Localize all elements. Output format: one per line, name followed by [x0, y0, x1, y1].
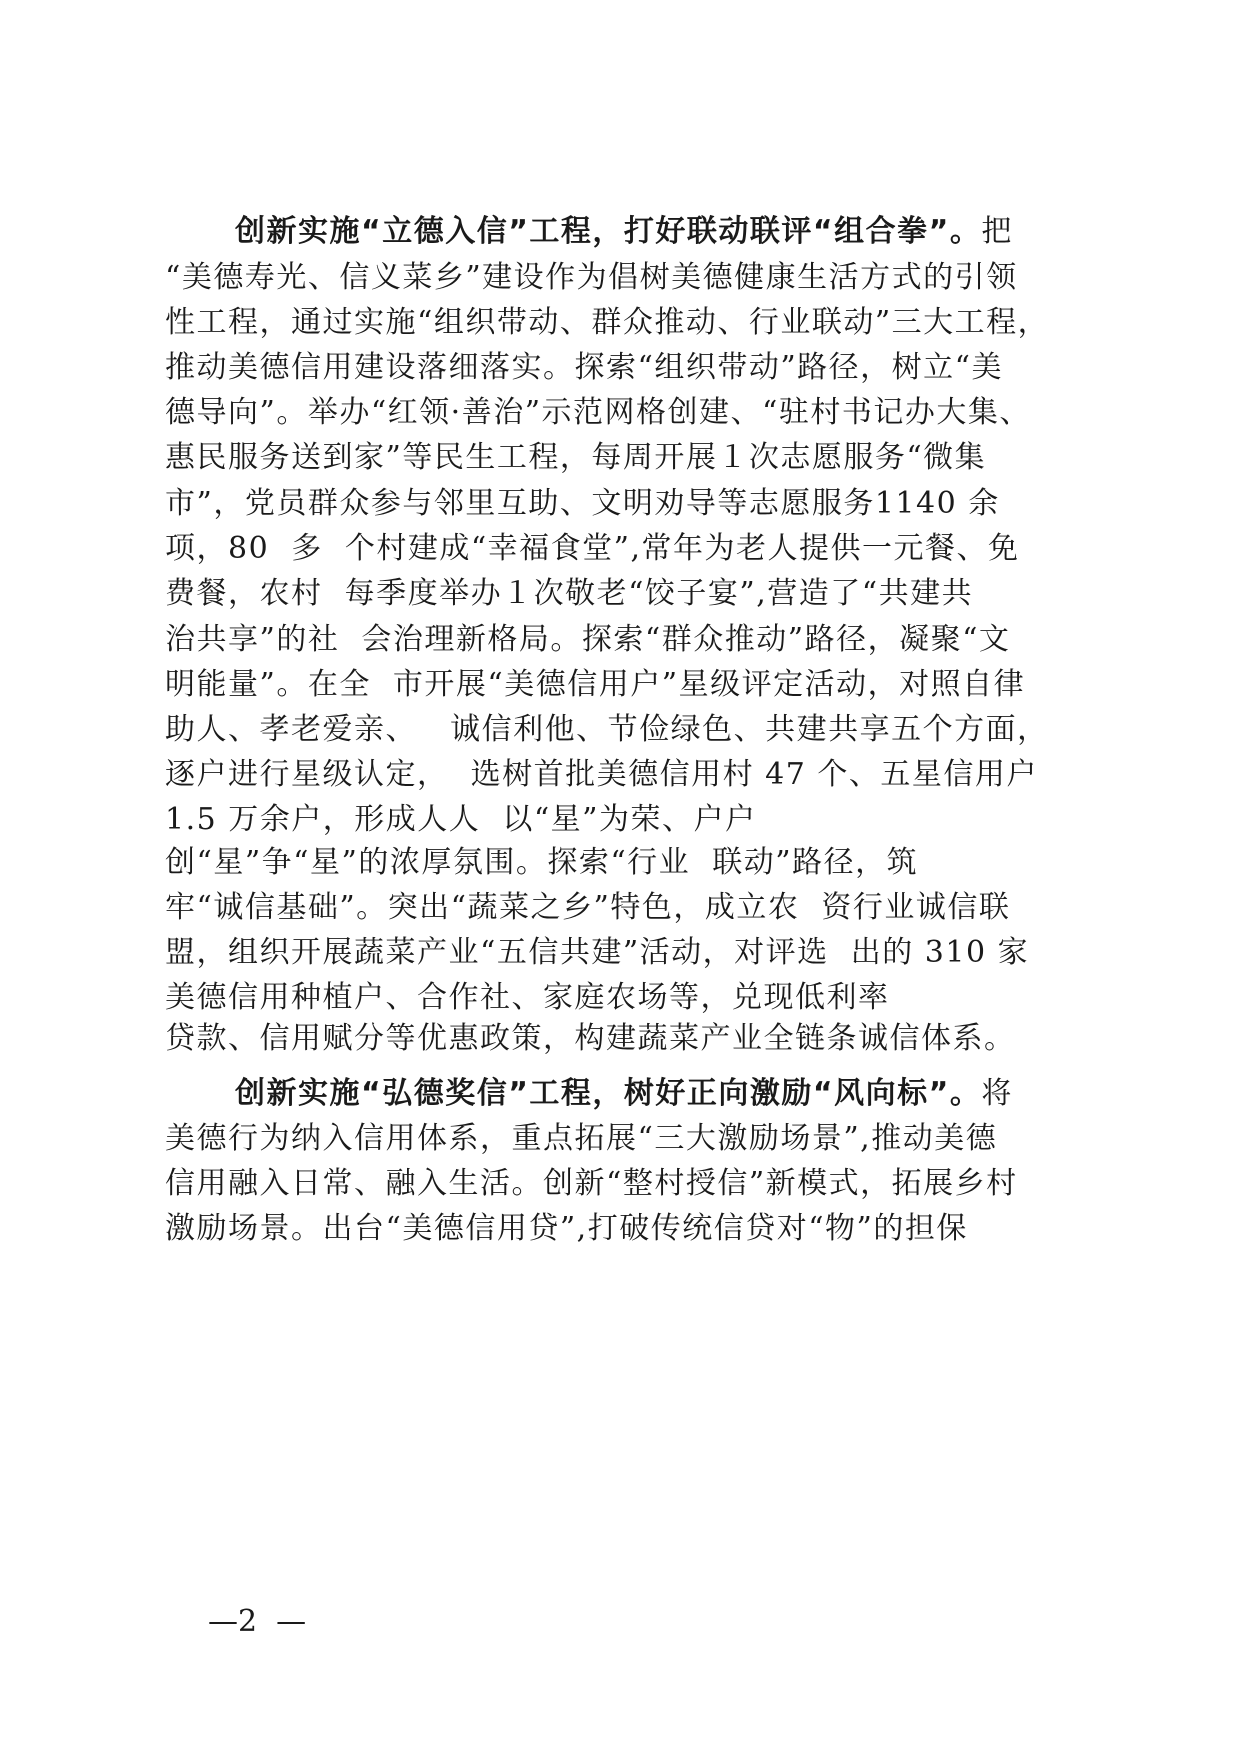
paragraph-1-line-13: 1.5 万余户，形成人人 以“星”为荣、户户	[165, 802, 757, 837]
paragraph-2-first-line	[235, 1074, 1013, 1114]
paragraph-1-line-15: 牢“诚信基础”。突出“蔬菜之乡”特色，成立农 资行业诚信联	[165, 890, 1011, 925]
paragraph-1-line-12: 逐户进行星级认定， 选树首批美德信用村 47 个、五星信用户	[165, 757, 1038, 792]
page-number: —2 —	[208, 1604, 307, 1639]
paragraph-2-line-1: 美德行为纳入信用体系，重点拓展“三大激励场景”,推动美德	[165, 1121, 998, 1156]
paragraph-1-line-8: 费餐，农村 每季度举办１次敬老“饺子宴”,营造了“共建共	[165, 576, 974, 611]
paragraph-1-line-18: 贷款、信用赋分等优惠政策，构建蔬菜产业全链条诚信体系。	[165, 1021, 1016, 1056]
paragraph-2-line-3: 激励场景。出台“美德信用贷”,打破传统信贷对“物”的担保	[165, 1211, 968, 1246]
paragraph-1-line-10: 明能量”。在全 市开展“美德信用户”星级评定活动，对照自律	[165, 667, 1026, 702]
paragraph-1-line-0: 把	[981, 214, 1013, 249]
paragraph-1-line-16: 盟，组织开展蔬菜产业“五信共建”活动，对评选 出的 310 家	[165, 935, 1030, 970]
paragraph-1-line-3: 推动美德信用建设落细落实。探索“组织带动”路径，树立“美	[165, 350, 1004, 385]
paragraph-1-line-5: 惠民服务送到家”等民生工程，每周开展１次志愿服务“微集	[165, 440, 987, 475]
paragraph-1-line-2: 性工程，通过实施“组织带动、群众推动、行业联动”三大工程，	[165, 305, 1050, 340]
paragraph-1-line-7: 项，80 多 个村建成“幸福食堂”,常年为老人提供一元餐、免	[165, 531, 1020, 566]
paragraph-1-line-9: 治共享”的社 会治理新格局。探索“群众推动”路径，凝聚“文	[165, 622, 1011, 657]
paragraph-1-heading: 创新实施“立德入信”工程，打好联动联评“组合拳”。	[235, 214, 982, 249]
paragraph-1-line-4: 德导向”。举办“红领·善治”示范网格创建、“驻村书记办大集、	[165, 395, 1031, 430]
paragraph-1-line-6: 市”，党员群众参与邻里互助、文明劝导等志愿服务1140 余	[165, 486, 1000, 521]
paragraph-2-line-2: 信用融入日常、融入生活。创新“整村授信”新模式，拓展乡村	[165, 1166, 1018, 1201]
paragraph-1-line-14: 创“星”争“星”的浓厚氛围。探索“行业 联动”路径，筑	[165, 845, 919, 880]
paragraph-2-line-0: 将	[981, 1076, 1013, 1111]
paragraph-1-line-11: 助人、孝老爱亲、 诚信利他、节俭绿色、共建共享五个方面，	[165, 712, 1049, 747]
paragraph-1-line-1: “美德寿光、信义菜乡”建设作为倡树美德健康生活方式的引领	[165, 260, 1018, 295]
paragraph-1-first-line	[235, 212, 1013, 252]
paragraph-2-heading: 创新实施“弘德奖信”工程，树好正向激励“风向标”。	[235, 1076, 982, 1111]
paragraph-1-line-17: 美德信用种植户、合作社、家庭农场等，兑现低利率	[165, 980, 890, 1015]
